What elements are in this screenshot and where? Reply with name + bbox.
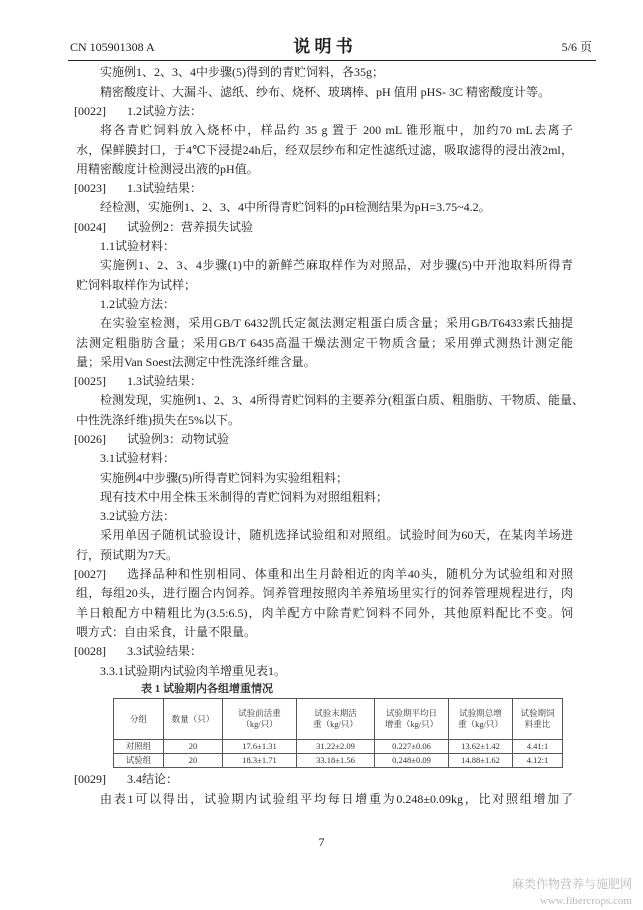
text-line bbox=[0, 546, 643, 565]
text-line bbox=[0, 353, 643, 372]
text-line-content: 喂方式：自由采食，计量不限量。 bbox=[76, 624, 257, 639]
text-line bbox=[0, 334, 643, 353]
header-text: （kg/只） bbox=[241, 719, 278, 729]
text-line bbox=[0, 63, 643, 82]
text-line bbox=[0, 295, 643, 314]
text-line bbox=[0, 372, 643, 391]
text-line bbox=[0, 565, 643, 584]
table-cell: 33.18±1.56 bbox=[297, 754, 375, 768]
text-line-content: 1.3试验结果： bbox=[127, 374, 203, 389]
page-number: 7 bbox=[318, 835, 325, 849]
text-line-content: 3.3试验结果： bbox=[127, 644, 203, 659]
text-line bbox=[0, 160, 643, 179]
header-text: 重（kg/只） bbox=[458, 719, 503, 729]
table-header-cell bbox=[164, 699, 223, 740]
table-header-cell bbox=[449, 699, 513, 740]
text-line bbox=[0, 488, 643, 507]
paragraph-number: [0024] bbox=[74, 219, 106, 234]
watermark-site-name: 麻类作物营养与施肥网 bbox=[511, 877, 632, 891]
text-line bbox=[0, 256, 643, 275]
header-text: 料重比 bbox=[524, 719, 551, 729]
text-line-content: 1.1试验材料： bbox=[100, 239, 176, 254]
text-line bbox=[0, 469, 643, 488]
text-line bbox=[0, 141, 643, 160]
table-cell: 13.62±1.42 bbox=[449, 740, 513, 754]
text-line bbox=[0, 83, 643, 102]
header-text: 试验期总增 bbox=[459, 708, 502, 718]
table-cell: 18.3±1.71 bbox=[223, 754, 297, 768]
text-line-content: 实施例1、2、3、4步骤(1)中的新鲜苎麻取样作为对照品，对步骤(5)中开池取料所得青 bbox=[100, 258, 573, 273]
paragraph-number: [0028] bbox=[74, 644, 106, 659]
text-line-content: 选择品种和性别相同、体重和出生月龄相近的肉羊40头，随机分为试验组和对照 bbox=[127, 567, 573, 582]
text-line-content: 由表1可以得出，试验期内试验组平均每日增重为0.248±0.09kg，比对照组增加了 bbox=[100, 791, 573, 806]
table-cell: 20 bbox=[164, 740, 223, 754]
weight-gain-table bbox=[113, 698, 563, 768]
text-line bbox=[0, 314, 643, 333]
text-line-content: 中性洗涤纤维)损失在5%以下。 bbox=[76, 412, 240, 427]
text-line bbox=[0, 411, 643, 430]
text-line-content: 实施例4中步骤(5)所得青贮饲料为实验组粗料； bbox=[100, 470, 348, 485]
text-line-content: 检测发现，实施例1、2、3、4所得青贮饲料的主要养分(粗蛋白质、粗脂肪、干物质、能量、 bbox=[100, 393, 584, 408]
table-cell: 20 bbox=[164, 754, 223, 768]
text-line-content: 贮饲料取样作为试样； bbox=[76, 277, 197, 292]
table-row bbox=[114, 740, 563, 754]
header-text: 增重（kg/只） bbox=[384, 719, 439, 729]
table-header-row bbox=[114, 699, 563, 740]
header-text: 试验前活重 bbox=[238, 708, 281, 718]
paragraph-number: [0027] bbox=[74, 567, 106, 582]
text-line-content: 试验例2：营养损失试验 bbox=[127, 219, 254, 234]
text-line bbox=[0, 526, 643, 545]
text-line-content: 经检测，实施例1、2、3、4中所得青贮饲料的pH检测结果为pH=3.75~4.2。 bbox=[100, 200, 491, 215]
table-cell: 试验组 bbox=[114, 754, 164, 768]
document-number: CN 105901308 A bbox=[70, 40, 155, 54]
text-line-content: 3.2试验方法： bbox=[100, 509, 176, 524]
text-line-content: 法测定粗脂肪含量；采用GB/T 6435高温干燥法测定干物质含量；采用弹式测热计测定能 bbox=[76, 335, 573, 350]
text-line bbox=[0, 790, 643, 809]
table-cell: 4.12:1 bbox=[513, 754, 563, 768]
table-cell: 17.6±1.31 bbox=[223, 740, 297, 754]
table-header-cell bbox=[297, 699, 375, 740]
text-line bbox=[0, 237, 643, 256]
text-line bbox=[0, 391, 643, 410]
text-line bbox=[0, 623, 643, 642]
watermark-url: www.fibercrops.com bbox=[539, 895, 632, 907]
text-line-content: 1.2试验方法： bbox=[127, 103, 203, 118]
text-line-content: 用精密酸度计检测浸出液的pH值。 bbox=[76, 161, 259, 176]
header-text: 数量（只） bbox=[171, 713, 215, 724]
text-line-content: 1.2试验方法： bbox=[100, 296, 176, 311]
text-line-content: 实施例1、2、3、4中步骤(5)得到的青贮饲料，各35g； bbox=[100, 65, 384, 80]
text-line bbox=[0, 604, 643, 623]
text-line bbox=[0, 198, 643, 217]
text-line bbox=[0, 507, 643, 526]
text-line-content: 羊日粮配方中精粗比为(3.5:6.5)，肉羊配方中除青贮饲料不同外，其他原料配比不变。饲 bbox=[76, 605, 573, 620]
table-row bbox=[114, 754, 563, 768]
header-text: 试验末期活 bbox=[314, 708, 357, 718]
text-line-content: 3.3.1试验期内试验肉羊增重见表1。 bbox=[100, 663, 287, 678]
text-line-content: 3.1试验材料： bbox=[100, 451, 176, 466]
text-line-content: 精密酸度计、大漏斗、滤纸、纱布、烧杯、玻璃棒、pH 值用 pHS- 3C 精密酸度计等。 bbox=[100, 84, 551, 99]
table-cell: 对照组 bbox=[114, 740, 164, 754]
text-line-content: 在实验室检测，采用GB/T 6432凯氏定氮法测定粗蛋白质含量；采用GB/T6433索氏抽提 bbox=[100, 316, 573, 331]
text-line-content: 试验例3：动物试验 bbox=[127, 431, 230, 446]
table-caption: 表 1 试验期内各组增重情况 bbox=[141, 683, 273, 695]
text-line bbox=[0, 121, 643, 140]
table-cell: 14.88±1.62 bbox=[449, 754, 513, 768]
text-line-content: 行，预试期为7天。 bbox=[76, 547, 179, 562]
text-line-content: 水，保鲜膜封口，于4℃下浸提24h后，经双层纱布和定性滤纸过滤，吸取滤得的浸出液2ml， bbox=[76, 142, 573, 157]
text-line-content: 量；采用Van Soest法测定中性洗涤纤维含量。 bbox=[76, 354, 316, 369]
paragraph-number: [0022] bbox=[74, 103, 106, 118]
text-line bbox=[0, 449, 643, 468]
text-line bbox=[0, 430, 643, 449]
text-line-content: 1.3试验结果： bbox=[127, 181, 203, 196]
text-line-content: 将各青贮饲料放入烧杯中，样品约 35 g 置于 200 mL 锥形瓶中，加约70 mL去离子 bbox=[100, 123, 573, 138]
text-line-content: 采用单因子随机试验设计，随机选择试验组和对照组。试验时间为60天，在某肉羊场进 bbox=[100, 528, 573, 543]
paragraph-number: [0023] bbox=[74, 181, 106, 196]
paragraph-number: [0029] bbox=[74, 772, 106, 787]
header-divider bbox=[68, 60, 596, 61]
text-line bbox=[0, 584, 643, 603]
text-line bbox=[0, 218, 643, 237]
table-header-cell bbox=[375, 699, 449, 740]
table-cell: 0.248±0.09 bbox=[375, 754, 449, 768]
paragraph-number: [0026] bbox=[74, 431, 106, 446]
page-title: 说 明 书 bbox=[293, 37, 353, 56]
body-text bbox=[0, 63, 643, 681]
text-line-content: 现有技术中用全株玉米制得的青贮饲料为对照组粗料； bbox=[100, 489, 389, 504]
body-text bbox=[0, 770, 643, 809]
header-text: 试验期平均日 bbox=[385, 708, 437, 718]
table-cell: 0.227±0.06 bbox=[375, 740, 449, 754]
paragraph-number: [0025] bbox=[74, 374, 106, 389]
text-line-content: 组，每组20头，进行圈合内饲养。饲养管理按照肉羊养殖场里实行的饲养管理规程进行，肉 bbox=[76, 586, 573, 601]
text-line bbox=[0, 662, 643, 681]
header-text: 重（kg/只） bbox=[313, 719, 358, 729]
text-line-content: 3.4结论： bbox=[127, 772, 179, 787]
header-text: 试验期饲 bbox=[520, 708, 555, 718]
table-cell: 4.41:1 bbox=[513, 740, 563, 754]
table-header-cell bbox=[223, 699, 297, 740]
text-line bbox=[0, 642, 643, 661]
text-line bbox=[0, 276, 643, 295]
page-counter: 5/6 页 bbox=[561, 40, 592, 54]
text-line bbox=[0, 770, 643, 789]
text-line bbox=[0, 102, 643, 121]
table-cell: 31.22±2.09 bbox=[297, 740, 375, 754]
table-header-cell bbox=[513, 699, 563, 740]
text-line bbox=[0, 179, 643, 198]
table-header-cell bbox=[114, 699, 164, 740]
header-text: 分组 bbox=[129, 713, 147, 724]
